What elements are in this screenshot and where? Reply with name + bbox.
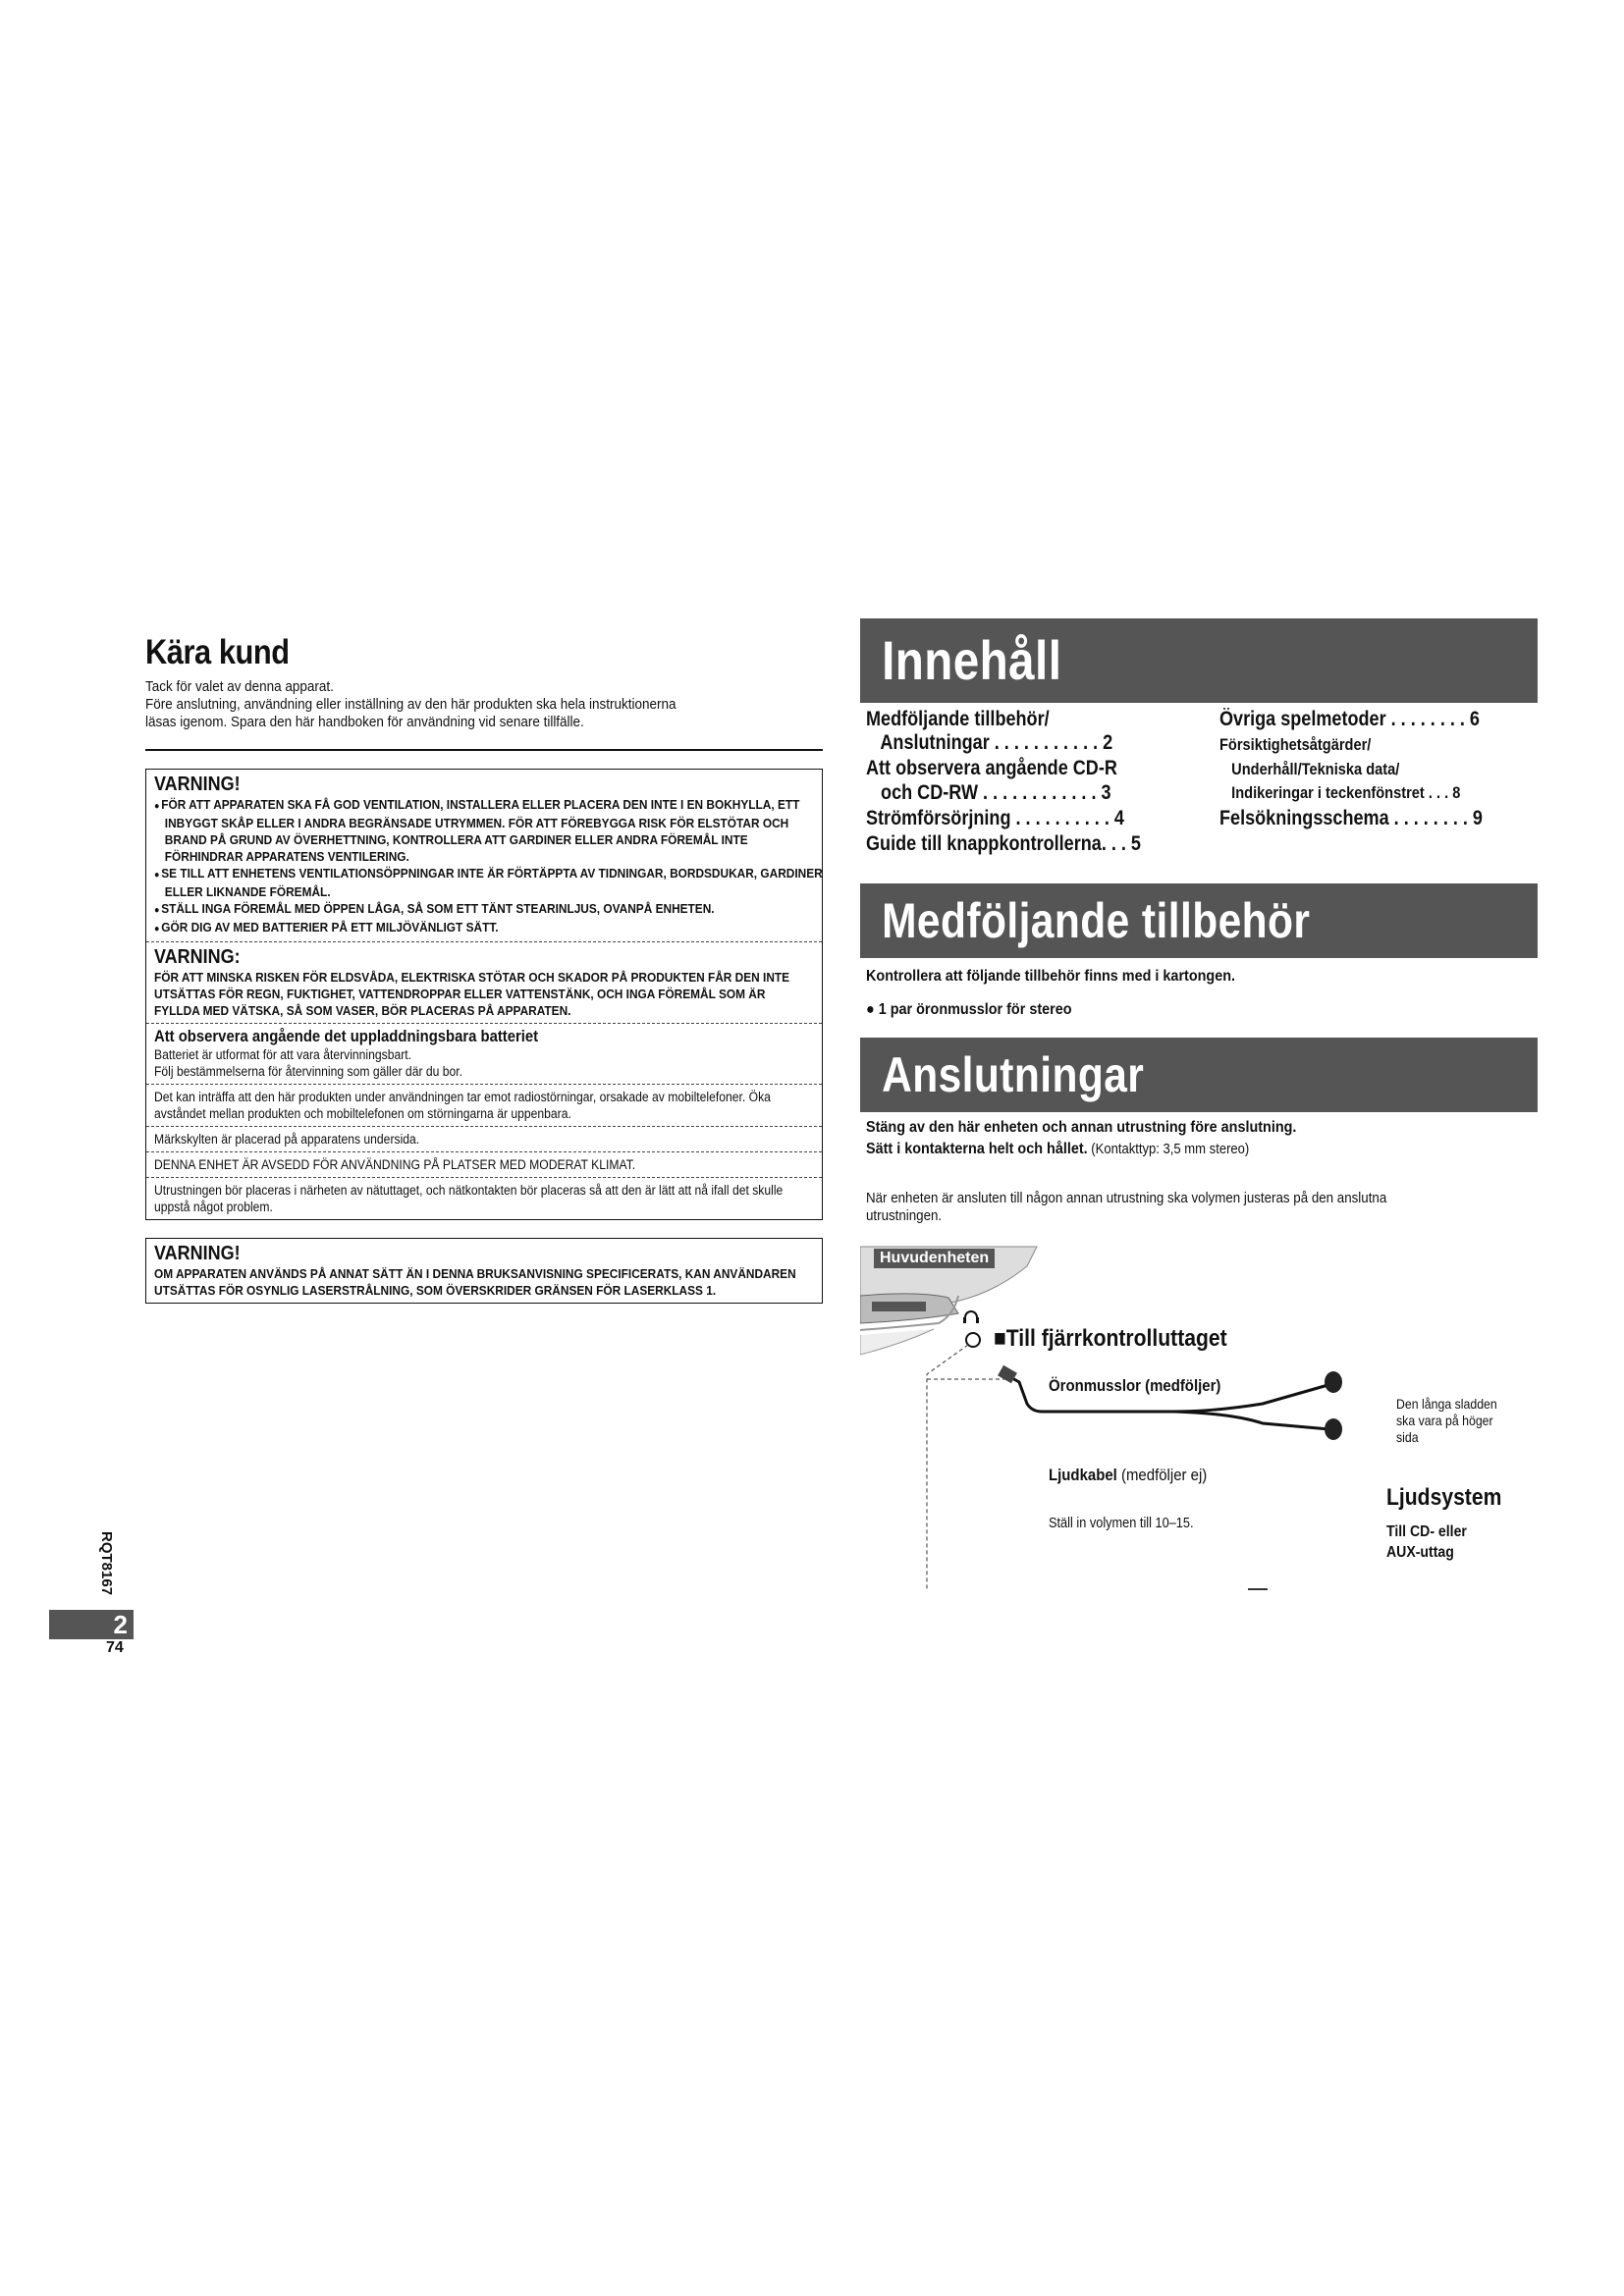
- toc-entry: Medföljande tillbehör/: [866, 708, 1050, 730]
- toc-entry: Strömförsörjning . . . . . . . . . . 4: [866, 807, 1124, 829]
- radio-note: [146, 1084, 822, 1126]
- page-number: 2: [113, 1610, 128, 1639]
- climate-note-text: DENNA ENHET ÄR AVSEDD FÖR ANVÄNDNING PÅ PLATSER MED MODERAT KLIMAT.: [154, 1157, 636, 1172]
- connections-header: [860, 1038, 1538, 1112]
- plug-note-type: (Kontakttyp: 3,5 mm stereo): [1087, 1142, 1250, 1157]
- toc-entry: Att observera angående CD-R: [866, 757, 1117, 779]
- main-unit-label-text: Huvudenheten: [880, 1250, 990, 1266]
- long-cord-note-line: Den långa sladden: [1396, 1396, 1497, 1412]
- toc-entry: Övriga spelmetoder . . . . . . . . 6: [1219, 708, 1480, 730]
- safety-box: [145, 769, 823, 1220]
- long-cord-note-line: ska vara på höger: [1396, 1413, 1493, 1428]
- remote-jack-label-text: Till fjärrkontrolluttaget: [1005, 1325, 1227, 1352]
- long-cord-note-line: sida: [1396, 1429, 1419, 1445]
- accessories-title: Medföljande tillbehör: [882, 893, 1311, 948]
- long-cord-note: [1396, 1396, 1497, 1446]
- accessories-item: ● 1 par öronmusslor för stereo: [866, 1001, 1072, 1018]
- toc-entry: Försiktighetsåtgärder/: [1219, 735, 1372, 754]
- contents-title: Innehåll: [882, 629, 1062, 691]
- audio-system-input-label: [1386, 1522, 1467, 1563]
- toc-entry: och CD-RW . . . . . . . . . . . . 3: [866, 781, 1111, 804]
- earphones-label: Öronmusslor (medföljer): [1049, 1376, 1221, 1395]
- intro-line-2: Före anslutning, användning eller inställning av den här produkten ska hela instruktionerna: [145, 697, 677, 713]
- left-column: [145, 633, 823, 1304]
- battery-line: Batteriet är utformat för att vara återvinningsbart.: [154, 1047, 412, 1062]
- radio-note-text: Det kan inträffa att den här produkten under användningen tar emot radiostörningar, orsakade av mobiltelefoner. Öka avståndet mellan produkten och mobiltelefonen om störningarna är uppenbara.: [154, 1090, 771, 1121]
- connections-plug-note: [866, 1141, 1249, 1158]
- plug-note-bold: Sätt i kontakterna helt och hållet.: [866, 1141, 1088, 1157]
- toc-entry: Underhåll/Tekniska data/: [1219, 760, 1400, 778]
- contents-header: [860, 618, 1538, 703]
- label-note-text: Märkskylten är placerad på apparatens undersida.: [154, 1132, 420, 1147]
- audio-system-label: Ljudsystem: [1386, 1484, 1502, 1511]
- outlet-note-text: Utrustningen bör placeras i närheten av nätuttaget, och nätkontakten bör placeras så att den är lätt att nå ifall det skulle uppstå något problem.: [154, 1183, 784, 1214]
- page-title: Kära kund: [145, 633, 290, 671]
- toc-entry: Guide till knappkontrollerna. . . 5: [866, 832, 1141, 855]
- document-code: RQT8167: [98, 1531, 115, 1596]
- intro-line-1: Tack för valet av denna apparat.: [145, 679, 334, 695]
- remote-jack-label: ■Till fjärrkontrolluttaget: [994, 1325, 1227, 1352]
- warning-text: OM APPARATEN ANVÄNDS PÅ ANNAT SÄTT ÄN I DENNA BRUKSANVISNING SPECIFICERATS, KAN ANVÄNDAREN UTSÄTTAS FÖR OSYNLIG LASERSTRÅLNING, SOM ÖVERSKRIDER GRÄNSEN FÖR LASERKLASS 1.: [154, 1266, 796, 1298]
- main-unit-label: [874, 1249, 995, 1268]
- headphone-jack-icon: [963, 1311, 979, 1323]
- warning-list: [154, 796, 823, 937]
- warning-item: ● STÄLL INGA FÖREMÅL MED ÖPPEN LÅGA, SÅ SOM ETT TÄNT STEARINLJUS, OVANPÅ ENHETEN.: [154, 900, 824, 919]
- laser-warning-box: [145, 1238, 823, 1304]
- warning-item: ● GÖR DIG AV MED BATTERIER PÅ ETT MILJÖVÄNLIGT SÄTT.: [154, 919, 824, 937]
- audio-cable-label: [1049, 1466, 1207, 1485]
- warning-item: ● SE TILL ATT ENHETENS VENTILATIONSÖPPNINGAR INTE ÄR FÖRTÄPPTA AV TIDNINGAR, BORDSDUKAR, GARDINER ELLER LIKNANDE FÖREMÅL.: [154, 865, 824, 900]
- climate-note: [146, 1151, 822, 1177]
- outlet-note: [146, 1177, 822, 1219]
- page-number-tab: [49, 1610, 134, 1639]
- connections-instruction: Stäng av den här enheten och annan utrustning före anslutning.: [866, 1119, 1297, 1136]
- audio-cable-label-note: (medföljer ej): [1116, 1466, 1208, 1484]
- warning-moisture: [146, 941, 822, 1023]
- warning-ventilation: [146, 770, 822, 941]
- warning-text: FÖR ATT MINSKA RISKEN FÖR ELDSVÅDA, ELEKTRISKA STÖTAR OCH SKADOR PÅ PRODUKTEN FÅR DEN INTE UTSÄTTAS FÖR REGN, FUKTIGHET, VATTENDROPPAR ELLER VATTENSTÄNK, OCH INGA FÖREMÅL SOM ÄR FYLLDA MED VÄTSKA, SÅ SOM VASER, BÖR PLACERAS PÅ APPARATEN.: [154, 970, 790, 1018]
- warning-laser: [146, 1239, 822, 1303]
- battery-title: Att observera angående det uppladdningsbara batteriet: [154, 1028, 539, 1045]
- warning-title: VARNING:: [154, 946, 241, 968]
- to-cd-text: Till CD- eller: [1386, 1523, 1467, 1540]
- connections-title: Anslutningar: [882, 1047, 1145, 1102]
- page-sub-number: 74: [106, 1639, 124, 1656]
- accessories-check: Kontrollera att följande tillbehör finns med i kartongen.: [866, 968, 1236, 985]
- battery-note: [146, 1023, 822, 1084]
- aux-text: AUX-uttag: [1386, 1544, 1454, 1561]
- warning-item: ● FÖR ATT APPARATEN SKA FÅ GOD VENTILATION, INSTALLERA ELLER PLACERA DEN INTE I EN BOKHYLLA, ETT INBYGGT SKÅP ELLER I ANDRA BEGRÄNSADE UTRYMMEN. FÖR ATT FÖREBYGGA RISK FÖR ELSTÖTAR OCH BRAND PÅ GRUND AV ÖVERHETTNING, KONTROLLERA ATT GARDINER ELLER ANDRA FÖREMÅL INTE FÖRHINDRAR APPARATENS VENTILERING.: [154, 796, 824, 865]
- audio-cable-illustration: [1005, 1588, 1283, 1590]
- toc-entry: Felsökningsschema . . . . . . . . 9: [1219, 807, 1483, 829]
- warning-title: VARNING!: [154, 774, 241, 795]
- battery-line: Följ bestämmelserna för återvinning som gäller där du bor.: [154, 1064, 463, 1079]
- volume-set-note: Ställ in volymen till 10–15.: [1049, 1516, 1194, 1531]
- toc-entry: Anslutningar . . . . . . . . . . . 2: [866, 731, 1113, 754]
- accessories-header: [860, 883, 1538, 958]
- audio-cable-label-bold: Ljudkabel: [1049, 1466, 1117, 1484]
- intro-line-3: läsas igenom. Spara den här handboken för användning vid senare tillfälle.: [145, 715, 584, 730]
- warning-title: VARNING!: [154, 1243, 241, 1264]
- label-note: [146, 1126, 822, 1151]
- leader-line: [927, 1345, 968, 1590]
- volume-note: När enheten är ansluten till någon annan utrustning ska volymen justeras på den anslutna utrustningen.: [866, 1191, 1387, 1224]
- accessories-item-text: 1 par öronmusslor för stereo: [878, 1001, 1072, 1018]
- toc-entry: Indikeringar i teckenfönstret . . . 8: [1219, 783, 1461, 802]
- divider: [145, 749, 823, 751]
- output-jack-icon: [966, 1333, 980, 1347]
